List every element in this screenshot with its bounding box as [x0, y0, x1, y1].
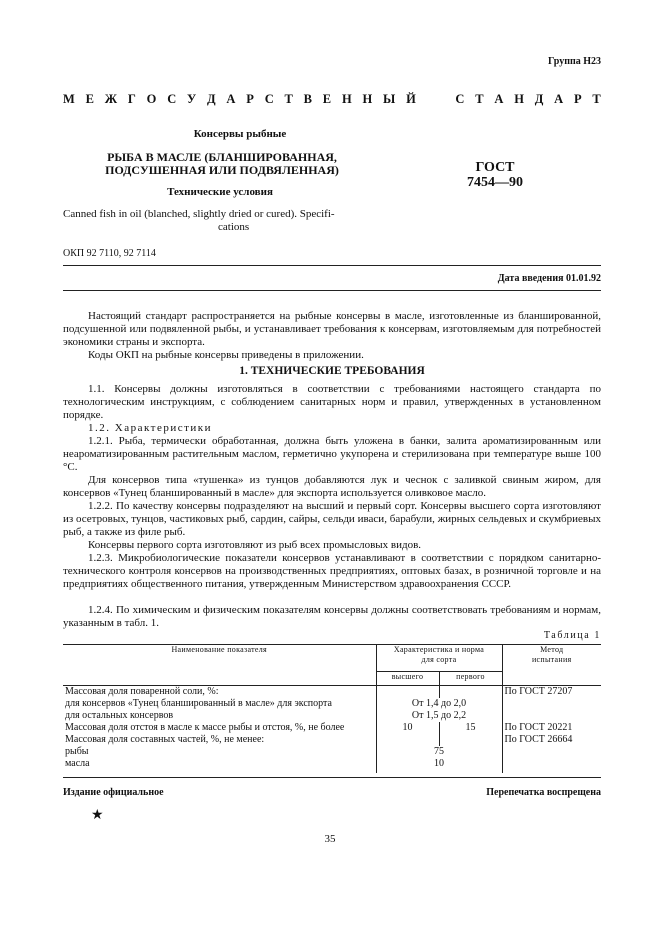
heading-letter: Т [284, 92, 293, 106]
clause-1-2-2-b: Консервы первого сорта изготовляют из рыб всех промысловых видов. [88, 539, 422, 551]
row-value: 75 [376, 746, 502, 758]
row-method: По ГОСТ 27207 [502, 686, 601, 699]
row-value: От 1,4 до 2,0 [376, 698, 502, 710]
heading-letter: Ы [383, 92, 396, 106]
clause-1-2-1-b: Для консервов типа «тушенка» из тунцов добавляются лук и чеснок с заливкой свиным жиром, для консервов «Тунец бланшированный в масле» для экспорта используется оливковое масло. [63, 474, 601, 499]
english-title [63, 208, 383, 234]
header-norm-2: для сорта [421, 655, 457, 664]
heading-letter: Т [475, 92, 484, 106]
row-name: для консервов «Тунец бланшированный в масле» для экспорта [65, 698, 332, 709]
row-name: масла [65, 758, 90, 769]
table-row [63, 746, 601, 758]
title-line-1: РЫБА В МАСЛЕ (БЛАНШИРОВАННАЯ, [107, 150, 337, 164]
row-value: От 1,5 до 2,2 [376, 710, 502, 722]
row-method [502, 698, 601, 710]
heading-letter: Н [362, 92, 373, 106]
standard-type-heading [63, 92, 601, 107]
table-caption: Таблица 1 [543, 630, 601, 641]
heading-letter: Д [534, 92, 544, 106]
heading-letter: У [187, 92, 197, 106]
okp-codes: ОКП 92 7110, 92 7114 [63, 248, 156, 259]
heading-letter: Т [592, 92, 601, 106]
heading-letter: Е [85, 92, 94, 106]
row-method [502, 758, 601, 773]
group-code: Группа Н23 [548, 56, 601, 67]
row-method: По ГОСТ 26664 [502, 734, 601, 746]
row-high [376, 734, 439, 746]
divider [63, 265, 601, 266]
heading-letter: А [554, 92, 564, 106]
row-name: Массовая доля составных частей, %, не менее: [65, 734, 265, 745]
date-value: 01.01.92 [566, 273, 601, 284]
clause-1-2-2: 1.2.2. По качеству консервы подразделяют на высший и первый сорт. Консервы высшего сорта изготовляют из осетровых, тунцов, частиковых рыб, сардин, сайры, сельди иваси, барабули, жирных сельдевых и скумбриевых рыб, а также из филе рыб. [63, 500, 601, 538]
divider [63, 777, 601, 778]
row-name: рыбы [65, 746, 89, 757]
table-row [63, 686, 601, 699]
official-edition: Издание официальное [63, 787, 164, 798]
english-line-2: cations [218, 221, 250, 233]
heading-letter: Н [341, 92, 352, 106]
heading-letter: С [264, 92, 274, 106]
row-name: для остальных консервов [65, 710, 174, 721]
english-line-1: Canned fish in oil (blanched, slightly dried or cured). Specifi- [63, 208, 335, 220]
heading-letter: В [303, 92, 312, 106]
row-method [502, 710, 601, 722]
subtitle: Технические условия [167, 186, 273, 198]
row-method [502, 746, 601, 758]
category: Консервы рыбные [193, 128, 287, 140]
title-line-2: ПОДСУШЕННАЯ ИЛИ ПОДВЯЛЕННАЯ) [105, 163, 339, 177]
row-first [439, 734, 502, 746]
row-high: 10 [376, 722, 439, 734]
header-norm-1: Характеристика и норма [393, 645, 485, 654]
heading-letter: Д [207, 92, 216, 106]
heading-letter: Ж [104, 92, 118, 106]
heading-letter: С [455, 92, 465, 106]
table-row [63, 710, 601, 722]
row-name: Массовая доля отстоя в масле к массе рыбы и отстоя, %, не более [65, 722, 345, 733]
heading-letter: А [226, 92, 236, 106]
section-heading: 1. ТЕХНИЧЕСКИЕ ТРЕБОВАНИЯ [239, 365, 425, 377]
date-label: Дата введения [497, 273, 564, 284]
clause-1-2: 1.2. Характеристики [88, 422, 213, 434]
table-row [63, 698, 601, 710]
heading-letter: Е [322, 92, 332, 106]
intro-paragraph: Настоящий стандарт распространяется на рыбные консервы в масле, изготовленные из бланшированной, подсушенной или подвяленной рыбы, и устанавливает требования к консервам, изготовляемым для потребностей экономики страны и экспорта. [63, 310, 601, 348]
clause-1-2-1: 1.2.1. Рыба, термически обработанная, должна быть уложена в банки, залита ароматизированным или неароматизированным растительным маслом, герметично укупорена и стерилизована при температуре выше 100 °С. [63, 435, 601, 473]
heading-letter: М [63, 92, 75, 106]
heading-letter: А [494, 92, 504, 106]
heading-letter: Й [406, 92, 416, 106]
heading-letter: Р [573, 92, 582, 106]
intro-date [420, 273, 601, 285]
heading-letter: Р [246, 92, 254, 106]
row-method: По ГОСТ 20221 [502, 722, 601, 734]
row-value: 10 [376, 758, 502, 773]
table-row [63, 758, 601, 773]
heading-letter: О [146, 92, 157, 106]
gost-label: ГОСТ [475, 160, 515, 175]
header-norm [376, 645, 502, 672]
star-icon: ★ [91, 808, 104, 823]
heading-letter: С [167, 92, 177, 106]
heading-letter: Г [127, 92, 136, 106]
header-method-2: испытания [531, 655, 572, 664]
intro-paragraph-2: Коды ОКП на рыбные консервы приведены в приложении. [88, 349, 364, 361]
header-method [502, 645, 601, 686]
gost-code: 7454—90 [467, 175, 523, 190]
reprint-notice: Перепечатка воспрещена [486, 787, 601, 798]
heading-letter [427, 92, 445, 107]
heading-letter: Н [514, 92, 524, 106]
clause-1-1: 1.1. Консервы должны изготовляться в соответствии с требованиями настоящего стандарта по технологическим инструкциям, с соблюдением санитарных норм и правил, утвержденных в установленном порядке. [63, 383, 601, 421]
row-first: 15 [439, 722, 502, 734]
clause-1-2-4: 1.2.4. По химическим и физическим показателям консервы должны соответствовать требованиям и нормам, указанным в табл. 1. [63, 604, 601, 629]
table-row [63, 722, 601, 734]
page-number: 35 [324, 833, 336, 845]
header-name: Наименование показателя [63, 645, 376, 686]
table-row [63, 734, 601, 746]
divider [63, 290, 601, 291]
document-title [92, 151, 352, 177]
header-high: высшего [376, 672, 439, 686]
row-name: Массовая доля поваренной соли, %: [65, 686, 219, 697]
header-first: первого [439, 672, 502, 686]
row-first [439, 686, 502, 699]
header-method-1: Метод [540, 645, 564, 654]
table-1 [63, 644, 601, 773]
row-high [376, 686, 439, 699]
clause-1-2-3: 1.2.3. Микробиологические показатели консервов устанавливают в соответствии с порядком санитарно-технического контроля консервов на производственных предприятиях, оптовых базах, в розничной торговле и на предприятиях общественного питания, утвержденным Министерством здравоохранения СССР. [63, 552, 601, 590]
gost-number [455, 160, 535, 190]
